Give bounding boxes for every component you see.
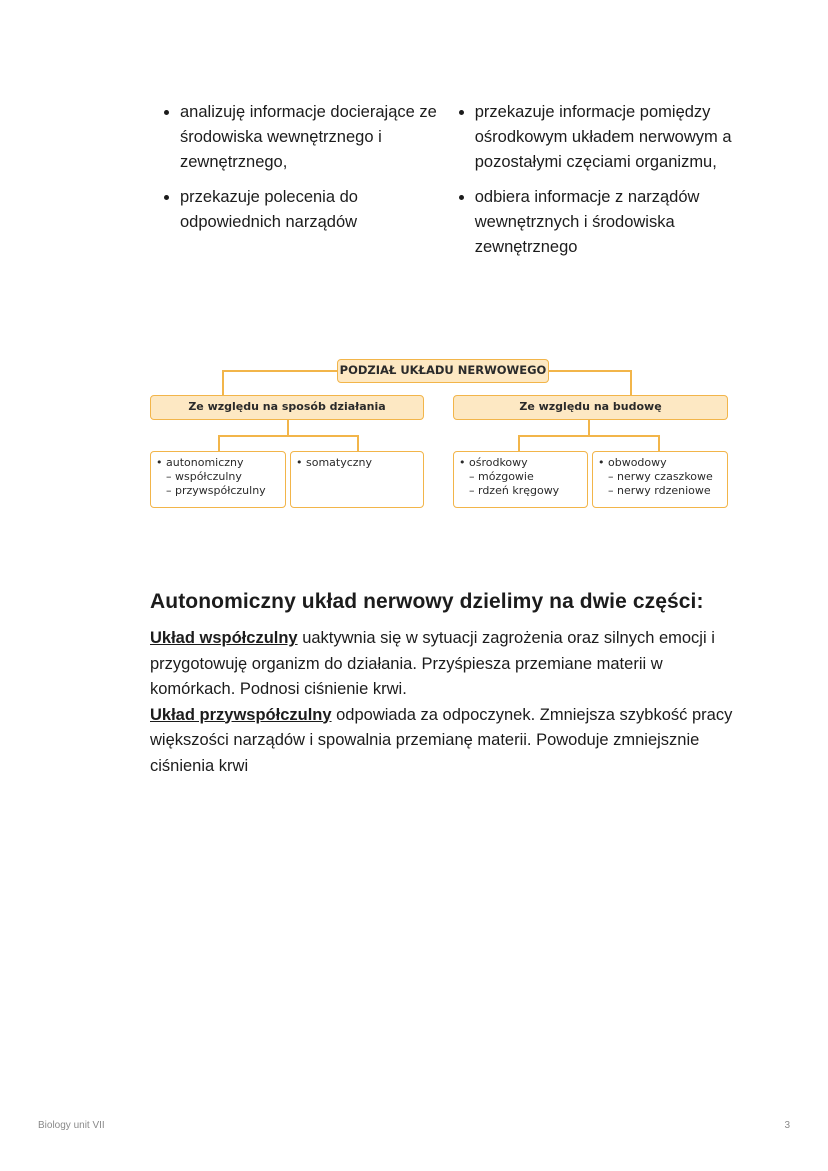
connector-line (588, 420, 590, 435)
leaf-item: – nerwy czaszkowe (608, 470, 713, 483)
connector-line (658, 435, 660, 451)
list-item: przekazuje informacje pomiędzy ośrodkowym układem nerwowym a pozostałymi częciami organizmu, (475, 100, 740, 175)
diagram-branch-function: Ze względu na sposób działania (150, 395, 424, 420)
nervous-system-diagram (150, 355, 728, 513)
bullet-columns (160, 100, 740, 270)
section-body (150, 626, 740, 779)
bullet-list-left (160, 100, 455, 270)
connector-line (222, 370, 224, 395)
paragraph-text: uaktywnia się w sytuacji zagrożenia oraz silnych emocji i przygotowuję organizm do działania. Przyśpiesza przemiane materii w komórkach. Podnosi ciśnienie krwi. (150, 629, 715, 698)
leaf-item: – nerwy rdzeniowe (608, 484, 711, 497)
term-parasympathetic: Układ przywspółczulny (150, 705, 332, 724)
list-item: analizuję informacje docierające ze środowiska wewnętrznego i zewnętrznego, (180, 100, 455, 175)
leaf-item: – przywspółczulny (166, 484, 266, 497)
leaf-item: – mózgowie (469, 470, 534, 483)
connector-line (518, 435, 659, 437)
connector-line (218, 435, 358, 437)
list-item: przekazuje polecenia do odpowiednich narządów (180, 185, 455, 235)
diagram-leaf-central (453, 451, 588, 508)
diagram-branch-structure: Ze względu na budowę (453, 395, 728, 420)
leaf-item: – współczulny (166, 470, 242, 483)
leaf-title: • autonomiczny (156, 456, 244, 469)
term-sympathetic: Układ współczulny (150, 629, 298, 647)
leaf-title: • ośrodkowy (459, 456, 528, 469)
bullet-list-right (455, 100, 740, 270)
connector-line (357, 435, 359, 451)
page-number: 3 (784, 1120, 790, 1131)
footer-title: Biology unit VII (38, 1120, 105, 1131)
connector-line (287, 420, 289, 435)
diagram-leaf-peripheral (592, 451, 728, 508)
leaf-title: • obwodowy (598, 456, 667, 469)
connector-line (549, 370, 630, 372)
paragraph-text: odpowiada za odpoczynek. Zmniejsza szybkość pracy większości narządów i spowalnia przemianę materii. Powoduje zmniejsznie ciśnienia krwi (150, 705, 733, 775)
connector-line (218, 435, 220, 451)
section-heading: Autonomiczny układ nerwowy dzielimy na dwie części: (150, 590, 704, 613)
connector-line (518, 435, 520, 451)
diagram-leaf-autonomic (150, 451, 286, 508)
leaf-title: • somatyczny (296, 456, 373, 469)
diagram-root-box: PODZIAŁ UKŁADU NERWOWEGO (337, 359, 549, 383)
leaf-item: – rdzeń kręgowy (469, 484, 560, 497)
diagram-leaf-somatic (290, 451, 424, 508)
list-item: odbiera informacje z narządów wewnętrznych i środowiska zewnętrznego (475, 185, 740, 260)
connector-line (222, 370, 337, 372)
connector-line (630, 370, 632, 395)
